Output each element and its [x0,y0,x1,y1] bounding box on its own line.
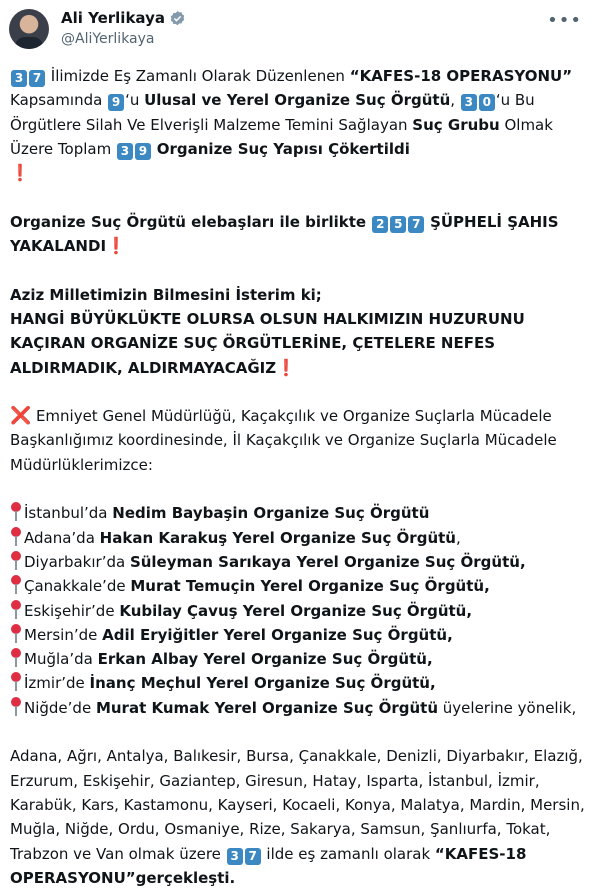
round-pushpin-icon [10,551,22,571]
verified-badge-icon [169,10,186,27]
list-item [10,696,590,720]
bold-text: Organize Suç Örgütü elebaşları ile birlikte [10,212,372,231]
city-text: Eskişehir’de [24,601,120,620]
text: Emniyet Genel Müdürlüğü, Kaçakçılık ve Organize Suçlarla Mücadele Başkanlığımız koordinesinde, İl Kaçakçılık ve Organize Suçlarla Mücadele Müdürlüklerimizce: [10,407,557,474]
city-text: Diyarbakır’da [24,552,130,571]
text: ilde eş zamanlı olarak [261,844,435,863]
round-pushpin-icon [10,648,22,668]
list-item [10,526,590,550]
keycap-digit: 7 [29,70,45,87]
round-pushpin-icon [10,575,22,595]
author-name[interactable]: Ali Yerlikaya [61,9,165,27]
list-item [10,599,590,623]
city-text: Çanakkale’de [24,577,131,596]
keycap-digit: 2 [372,216,388,233]
tweet-header [0,0,596,60]
keycap-digit: 3 [227,848,243,865]
text: Olmak Üzere Toplam [10,115,553,158]
org-name: Süleyman Sarıkaya Yerel Organize Suç Örgütü, [129,552,526,571]
paragraph-3 [10,283,590,380]
paragraph-4 [10,404,590,477]
exclamation-icon: ❗ [106,236,126,256]
round-pushpin-icon [10,624,22,644]
paragraph-1 [10,64,590,185]
text: Adana, Ağrı, Antalya, Balıkesir, Bursa, Çanakkale, Denizli, Diyarbakır, Elazığ, Erzurum, Eskişehir, Gaziantep, Giresun, Hatay, Isparta, İstanbul, İzmir, Karabük, Kars, Kastamonu, Kayseri, Kocaeli, Konya, Malatya, Mardin, Mersin, Muğla, Niğde, Ordu, Osmaniye, Rize, Sakarya, Samsun, Şanlıurfa, Tokat, Trabzon ve Van olmak üzere [10,747,585,863]
keycap-digit: 5 [390,216,406,233]
cross-mark-icon: ❌ [10,406,32,427]
bold-text: HANGİ BÜYÜKLÜKTE OLURSA OLSUN HALKIMIZIN HUZURUNU KAÇIRAN ORGANİZE SUÇ ÖRGÜTLERİNE, ÇETELERE NEFES ALDIRMADIK, ALDIRMAYACAĞIZ [10,309,525,377]
city-text: Mersin’de [24,625,103,644]
list-item [10,623,590,647]
list-item [10,671,590,695]
keycap-digit: 7 [408,216,424,233]
round-pushpin-icon [10,527,22,547]
text: , [450,91,460,110]
keycap-digit: 7 [245,848,261,865]
org-name: Kubilay Çavuş Yerel Organize Suç Örgütü, [119,601,473,620]
bold-text: “KAFES-18 OPERASYONU” [349,67,573,85]
keycap-digit: 9 [135,143,151,160]
keycap-digit: 3 [11,70,27,87]
text: , [455,528,461,547]
exclamation-icon: ❗ [10,163,30,183]
paragraph-6 [10,744,590,890]
bold-text: “KAFES-18 OPERASYONU”gerçekleşti. [10,844,527,887]
org-name: İnanç Meçhul Yerel Organize Suç Örgütü, [89,674,436,693]
list-item [10,574,590,598]
org-name: Erkan Albay Yerel Organize Suç Örgütü, [97,650,433,669]
city-text: İzmir’de [24,674,90,693]
list-item [10,550,590,574]
text: ‘u Bu Örgütlere Silah Ve Elverişli Malzeme Temini Sağlayan [10,91,535,134]
author-line [61,9,186,27]
bold-text: Ulusal ve Yerel Organize Suç Örgütü [144,91,451,110]
paragraph-2 [10,210,590,259]
round-pushpin-icon [10,697,22,717]
author-handle[interactable]: @AliYerlikaya [61,31,155,47]
org-name: Murat Temuçin Yerel Organize Suç Örgütü, [130,577,490,596]
keycap-digit: 3 [461,94,477,111]
city-text: Niğde’de [24,698,96,717]
list-item [10,501,590,525]
bold-text: Suç Grubu [412,115,500,134]
bold-text: Aziz Milletimizin Bilmesini İsterim ki; [10,285,322,304]
keycap-digit: 0 [479,94,495,111]
city-text: İstanbul’da [24,504,113,523]
round-pushpin-icon [10,672,22,692]
bold-text: Organize Suç Yapısı Çökertildi [156,139,410,158]
org-name: Hakan Karakuş Yerel Organize Suç Örgütü [99,528,456,547]
exclamation-icon: ❗ [276,357,297,377]
keycap-digit: 3 [117,143,133,160]
keycap-digit: 9 [108,94,124,111]
avatar[interactable] [9,9,49,49]
org-name: Nedim Baybaşin Organize Suç Örgütü [112,504,430,523]
org-name: Murat Kumak Yerel Organize Suç Örgütü [95,698,439,717]
list-item [10,647,590,671]
text: İlimizde Eş Zamanlı Olarak Düzenlenen [50,67,350,85]
bold-text: ŞÜPHELİ ŞAHIS YAKALANDI [10,212,559,256]
text: üyelerine yönelik, [438,698,577,717]
org-name: Adil Eryiğitler Yerel Organize Suç Örgütü, [102,625,453,644]
city-text: Adana’da [24,528,100,547]
city-text: Muğla’da [24,650,98,669]
more-dots-icon[interactable]: ••• [547,10,582,31]
tweet-text [10,64,590,890]
organization-list [10,501,590,720]
round-pushpin-icon [10,600,22,620]
text: ‘u [125,91,145,110]
text: Kapsamında [10,91,108,110]
round-pushpin-icon [10,502,22,522]
